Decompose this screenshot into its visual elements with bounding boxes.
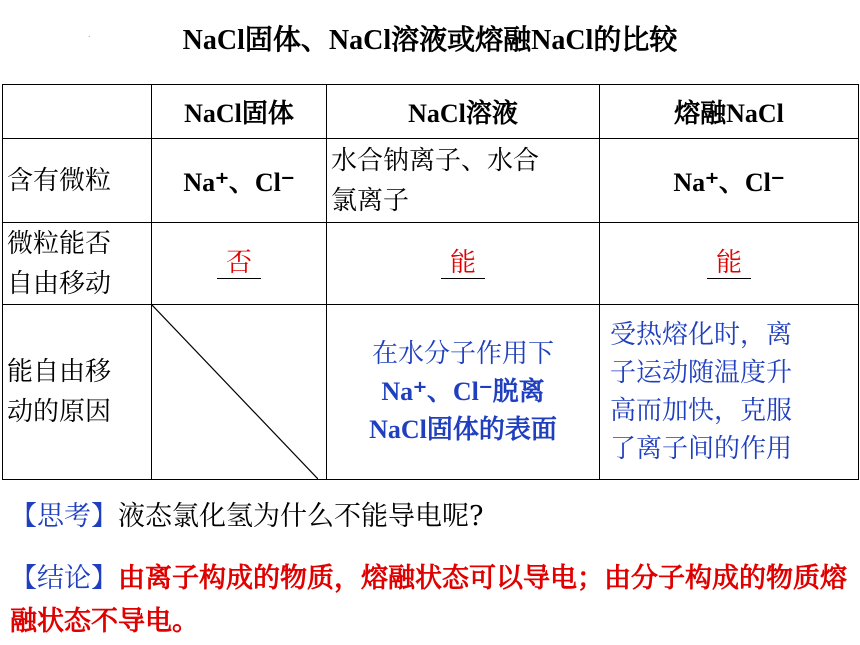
comparison-table xyxy=(2,84,859,480)
conclusion xyxy=(10,557,860,643)
molten-mobility-answer: 能 xyxy=(707,248,751,279)
row-label-mobility-line2: 自由移动 xyxy=(7,268,112,299)
table-header-row xyxy=(3,85,859,139)
molten-reason-line4: 了离子间的作用 xyxy=(610,434,793,464)
conclusion-text: 由离子构成的物质，熔融状态可以导电；由分子构成的物质熔融状态不导电。 xyxy=(10,563,847,636)
header-empty-cell xyxy=(3,85,152,139)
row-label-mobility xyxy=(3,223,152,305)
header-molten: 熔融NaCl xyxy=(600,85,859,139)
solid-mobility-answer: 否 xyxy=(217,248,261,279)
diagonal-slash xyxy=(152,305,318,479)
think-text: 液态氯化氢为什么不能导电呢? xyxy=(118,501,484,532)
table-row-particles xyxy=(3,139,859,223)
table-row-mobility xyxy=(3,223,859,305)
conclusion-tag: 【结论】 xyxy=(10,563,118,594)
solution-reason-line3: NaCl固体的表面 xyxy=(369,415,557,444)
solution-reason-line2: Na⁺、Cl⁻脱离 xyxy=(381,377,545,406)
solid-particles: Na⁺、Cl⁻ xyxy=(152,139,327,223)
solution-reason-line1: 在水分子作用下 xyxy=(371,339,554,369)
think-tag: 【思考】 xyxy=(10,501,118,532)
row-label-reason xyxy=(3,305,152,480)
think-question xyxy=(10,494,483,533)
row-label-reason-line2: 动的原因 xyxy=(7,397,112,427)
molten-reason xyxy=(600,305,859,480)
header-solution: NaCl溶液 xyxy=(327,85,600,139)
solid-mobility-cell xyxy=(152,223,327,305)
row-label-reason-line1: 能自由移 xyxy=(7,357,112,387)
molten-reason-line1: 受热熔化时，离 xyxy=(610,320,793,350)
solution-mobility-answer: 能 xyxy=(441,248,485,279)
molten-reason-line2: 子运动随温度升 xyxy=(610,358,793,388)
solution-particles-line2: 氯离子 xyxy=(331,185,410,216)
page-title: NaCl固体、NaCl溶液或熔融NaCl的比较 xyxy=(182,25,678,56)
solution-mobility-cell xyxy=(327,223,600,305)
decor-dot: . xyxy=(88,30,91,39)
row-label-particles: 含有微粒 xyxy=(3,139,152,223)
solid-reason-cell xyxy=(152,305,327,480)
solution-particles-line1: 水合钠离子、水合 xyxy=(331,145,540,176)
table-row-reason xyxy=(3,305,859,480)
molten-reason-line3: 高而加快，克服 xyxy=(610,396,793,426)
molten-particles: Na⁺、Cl⁻ xyxy=(600,139,859,223)
header-solid: NaCl固体 xyxy=(152,85,327,139)
solution-reason xyxy=(327,305,600,480)
molten-mobility-cell xyxy=(600,223,859,305)
solution-particles xyxy=(327,139,600,223)
row-label-mobility-line1: 微粒能否 xyxy=(7,228,112,259)
